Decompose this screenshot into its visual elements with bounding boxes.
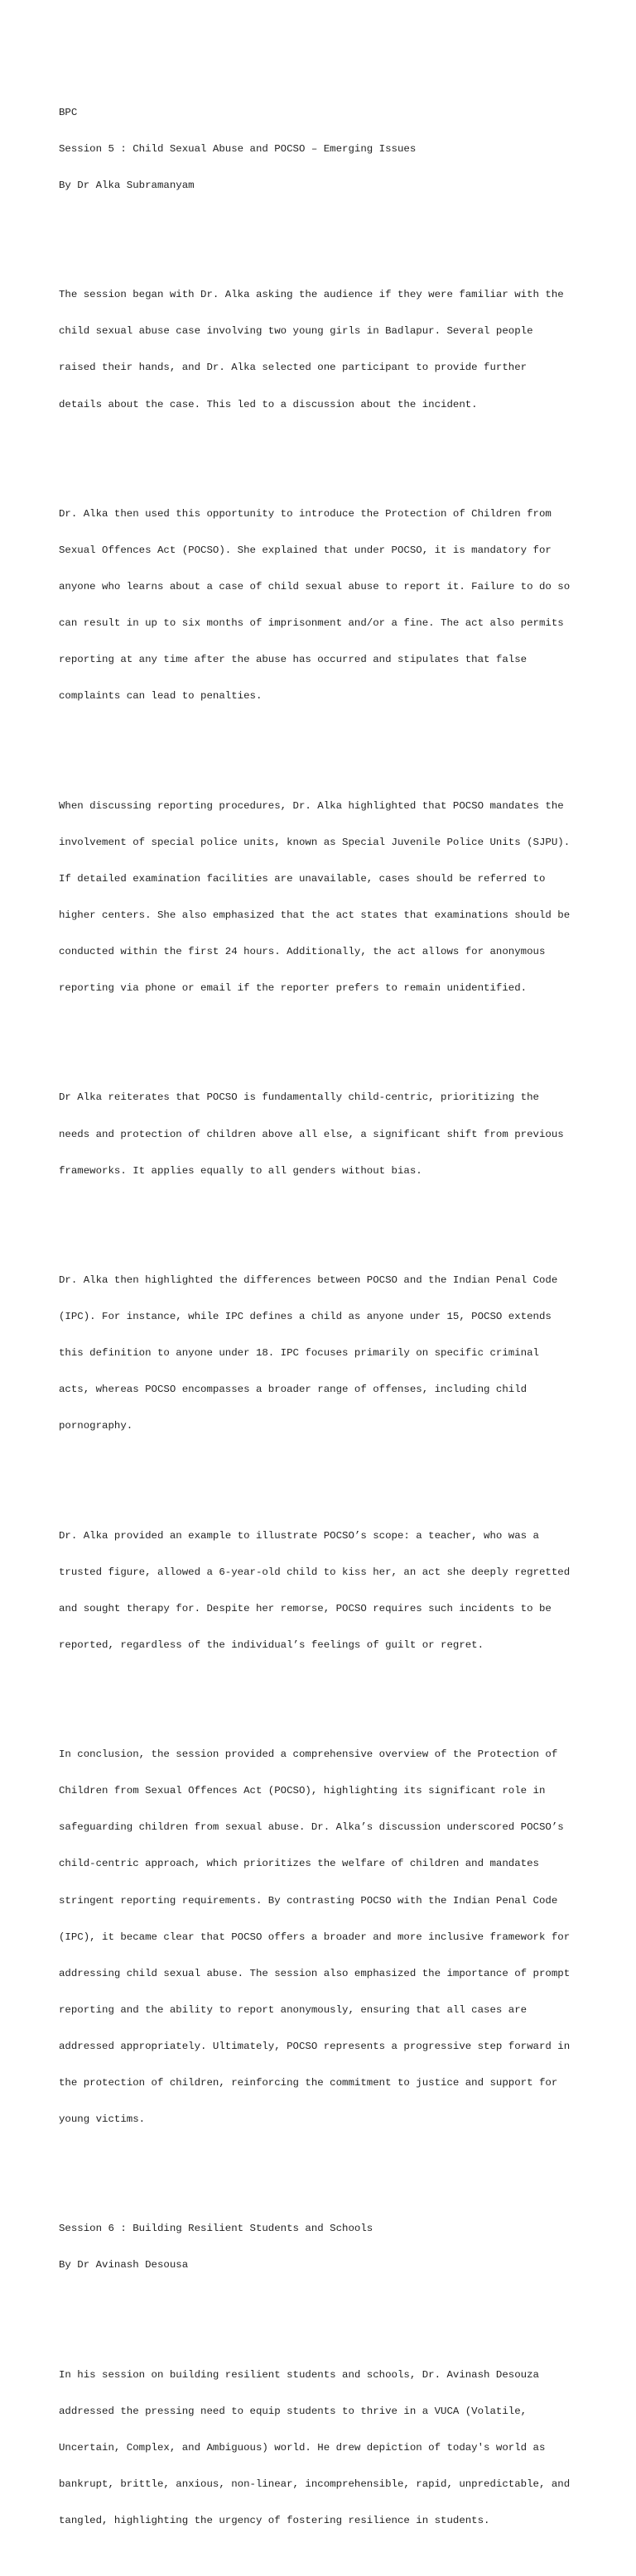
text-line: this definition to anyone under 18. IPC focuses primarily on specific criminal (59, 1347, 539, 1360)
text-line: Children from Sexual Offences Act (POCSO), highlighting its significant role in (59, 1785, 546, 1797)
paragraph-resilience (59, 2344, 589, 2551)
text-line: When discussing reporting procedures, Dr. Alka highlighted that POCSO mandates the (59, 799, 564, 812)
text-line: (IPC), it became clear that POCSO offers a broader and more inclusive framework for (59, 1931, 571, 1943)
text-line: stringent reporting requirements. By contrasting POCSO with the Indian Penal Code (59, 1894, 558, 1907)
text-line: bankrupt, brittle, anxious, non-linear, incomprehensible, rapid, unpredictable, and (59, 2478, 571, 2491)
text-line: involvement of special police units, known as Special Juvenile Police Units (SJPU). (59, 836, 571, 848)
text-line: If detailed examination facilities are unavailable, cases should be referred to (59, 872, 546, 885)
text-line: (IPC). For instance, while IPC defines a child as anyone under 15, POCSO extends (59, 1310, 552, 1322)
paragraph-intro (59, 265, 589, 435)
session-5-title: Session 5 : Child Sexual Abuse and POCSO – Emerging Issues (59, 142, 417, 155)
text-line: acts, whereas POCSO encompasses a broader range of offenses, including child (59, 1384, 528, 1396)
text-line: Sexual Offences Act (POCSO). She explained that under POCSO, it is mandatory for (59, 544, 552, 556)
text-line: child-centric approach, which prioritizes the welfare of children and mandates (59, 1858, 539, 1870)
paragraph-conclusion (59, 1725, 589, 2150)
text-line: Dr. Alka then used this opportunity to introduce the Protection of Children from (59, 507, 552, 520)
text-line: addressed appropriately. Ultimately, POCSO represents a progressive step forward in (59, 2040, 571, 2052)
session-5-speaker: By Dr Alka Subramanyam (59, 180, 195, 191)
text-line: pornography. (59, 1420, 133, 1432)
org-label: BPC (59, 106, 78, 118)
text-line: addressed the pressing need to equip students to thrive in a VUCA (Volatile, (59, 2405, 528, 2417)
text-line: safeguarding children from sexual abuse. Dr. Alka’s discussion underscored POCSO’s (59, 1821, 564, 1834)
text-line: In his session on building resilient students and schools, Dr. Avinash Desouza (59, 2368, 539, 2381)
text-line: reporting at any time after the abuse has occurred and stipulates that false (59, 654, 528, 666)
text-line: child sexual abuse case involving two young girls in Badlapur. Several people (59, 325, 533, 338)
text-line: Dr. Alka then highlighted the differences between POCSO and the Indian Penal Code (59, 1274, 558, 1286)
paragraph-child-centric (59, 1067, 589, 1202)
text-line: addressing child sexual abuse. The session also emphasized the importance of prompt (59, 1967, 571, 1979)
document-page (59, 58, 589, 2576)
text-line: young victims. (59, 2113, 146, 2126)
text-line: reported, regardless of the individual’s feelings of guilt or regret. (59, 1638, 484, 1651)
text-line: can result in up to six months of imprisonment and/or a fine. The act also permits (59, 617, 564, 630)
text-line: Dr Alka reiterates that POCSO is fundamentally child-centric, prioritizing the (59, 1091, 539, 1104)
paragraph-reporting (59, 775, 589, 1019)
document-header (59, 82, 589, 216)
text-line: reporting via phone or email if the reporter prefers to remain unidentified. (59, 982, 528, 995)
session-6-header (59, 2199, 589, 2296)
text-line: frameworks. It applies equally to all genders without bias. (59, 1164, 422, 1177)
text-line: complaints can lead to penalties. (59, 690, 263, 703)
paragraph-pocso-intro (59, 483, 589, 727)
text-line: In conclusion, the session provided a comprehensive overview of the Protection of (59, 1749, 558, 1761)
text-line: tangled, highlighting the urgency of fostering resilience in students. (59, 2515, 490, 2527)
text-line: reporting and the ability to report anonymously, ensuring that all cases are (59, 2003, 528, 2016)
text-line: details about the case. This led to a discussion about the incident. (59, 398, 478, 410)
text-line: trusted figure, allowed a 6-year-old child to kiss her, an act she deeply regretted (59, 1566, 571, 1578)
text-line: conducted within the first 24 hours. Additionally, the act allows for anonymous (59, 946, 546, 958)
paragraph-example (59, 1505, 589, 1676)
text-line: Uncertain, Complex, and Ambiguous) world. He drew depiction of today's world as (59, 2441, 546, 2454)
text-line: The session began with Dr. Alka asking the audience if they were familiar with the (59, 289, 564, 301)
text-line: needs and protection of children above all else, a significant shift from previous (59, 1128, 564, 1140)
session-6-title: Session 6 : Building Resilient Students and Schools (59, 2223, 373, 2235)
text-line: Dr. Alka provided an example to illustrate POCSO’s scope: a teacher, who was a (59, 1529, 539, 1542)
session-6-speaker: By Dr Avinash Desousa (59, 2259, 189, 2271)
text-line: raised their hands, and Dr. Alka selected one participant to provide further (59, 362, 528, 374)
text-line: the protection of children, reinforcing the commitment to justice and support for (59, 2076, 558, 2089)
text-line: higher centers. She also emphasized that the act states that examinations should be (59, 909, 571, 921)
text-line: and sought therapy for. Despite her remorse, POCSO requires such incidents to be (59, 1602, 552, 1614)
text-line: anyone who learns about a case of child sexual abuse to report it. Failure to do so (59, 581, 571, 593)
paragraph-ipc-comparison (59, 1250, 589, 1456)
